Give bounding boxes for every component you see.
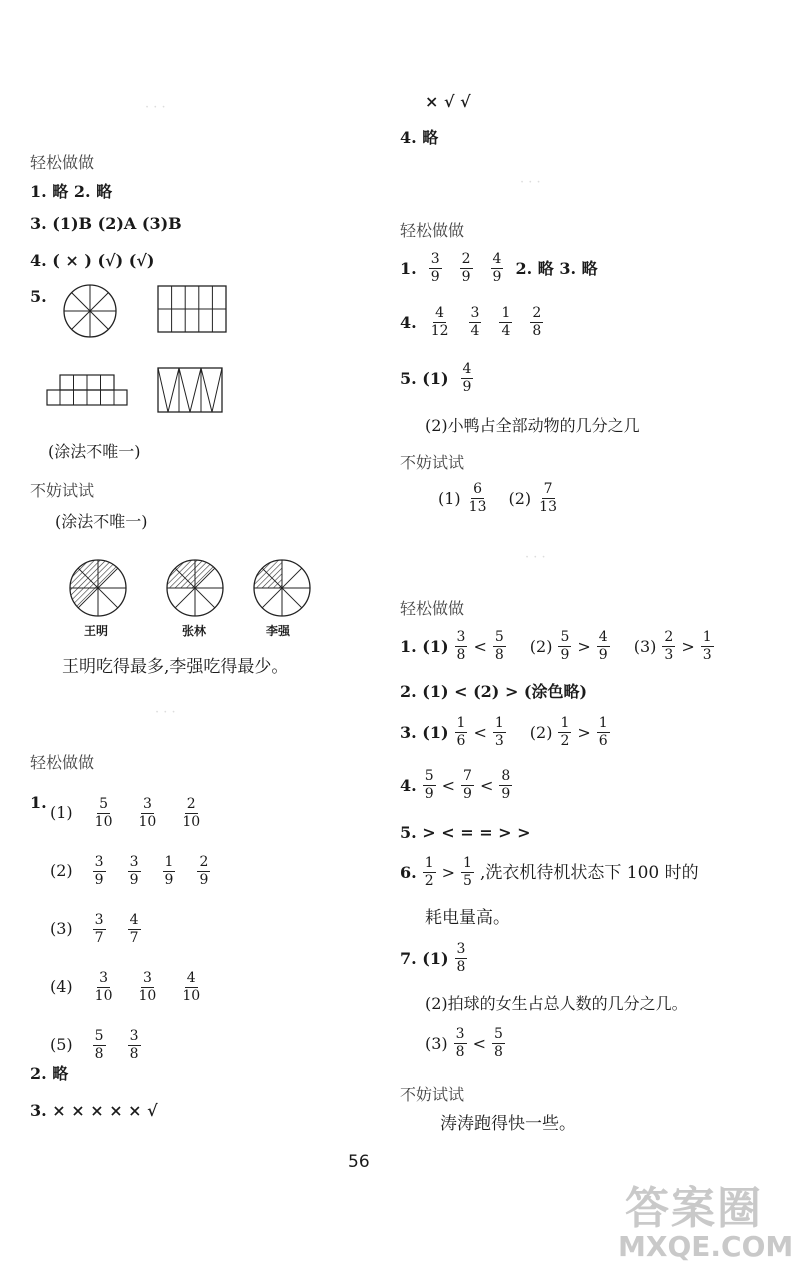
- answer-q2: 2. 略: [30, 1064, 69, 1083]
- grid-rectangle-figure: [158, 286, 228, 334]
- fraction: $\frac{5}{8}$: [94, 1027, 104, 1062]
- comparison-sign: <: [473, 722, 487, 742]
- comparison-sign: >: [681, 636, 695, 656]
- question-number: 4.: [400, 312, 417, 332]
- fraction: $\frac{3}{10}$: [94, 969, 113, 1004]
- fraction: $\frac{6}{13}$: [468, 481, 487, 515]
- fraction: $\frac{3}{8}$: [456, 941, 466, 975]
- name-label: 张林: [182, 624, 207, 638]
- watermark-logo: 答案圈: [625, 1183, 763, 1234]
- fraction: $\frac{7}{9}$: [463, 768, 472, 802]
- fraction: $\frac{5}{9}$: [560, 629, 570, 663]
- fraction-group: [427, 306, 546, 339]
- answer-q3: 3. (1)B (2)A (3)B: [30, 214, 182, 233]
- comparison-sign: >: [577, 636, 591, 656]
- fraction: $\frac{2}{9}$: [461, 251, 471, 285]
- comparison-sign: >: [441, 862, 456, 882]
- answer-row-q4: [400, 306, 545, 339]
- fraction: $\frac{1}{3}$: [494, 715, 504, 749]
- sub-label: (2): [508, 488, 532, 508]
- check-marks: × √ √: [425, 92, 471, 111]
- sub-label: (2): [50, 861, 73, 880]
- sub-label: (2): [529, 636, 553, 656]
- sub-label: (1): [50, 803, 73, 822]
- fraction: $\frac{3}{8}$: [456, 629, 466, 663]
- comparison-sign: <: [472, 1033, 486, 1053]
- fraction-answer-list: [50, 784, 212, 1074]
- fraction: $\frac{2}{3}$: [664, 629, 674, 663]
- fraction: $\frac{1}{9}$: [164, 853, 174, 888]
- fraction: $\frac{4}{9}$: [492, 251, 502, 285]
- note-not-unique-2: (涂法不唯一): [55, 512, 148, 531]
- page-number: 56: [348, 1152, 370, 1172]
- note-not-unique: (涂法不唯一): [48, 442, 141, 461]
- pie-li-qiang: [252, 558, 312, 618]
- section-title-try: 不妨试试: [30, 481, 95, 500]
- answer-text: ,洗衣机待机状态下 100 时的: [479, 862, 699, 883]
- pie-zhang-lin: [165, 558, 225, 618]
- comparison-sign: <: [479, 775, 494, 795]
- question-number: 5. (1): [400, 368, 449, 388]
- comparison-sign: >: [577, 722, 591, 742]
- fraction: $\frac{3}{8}$: [129, 1027, 139, 1062]
- answer-text: (2)拍球的女生占总人数的几分之几。: [425, 994, 688, 1013]
- faint-section-header: · · ·: [520, 175, 541, 190]
- fraction: $\frac{1}{3}$: [702, 629, 712, 663]
- section-title-easy-2: 轻松做做: [30, 753, 95, 772]
- compare-row-q4: [400, 769, 514, 802]
- answer-q3-marks: 3. × × × × × √: [30, 1101, 158, 1120]
- question-number: 1. (1): [400, 636, 449, 656]
- answer-row-q1: [400, 252, 598, 285]
- try-answer-row: [438, 482, 561, 515]
- step-blocks-figure: [47, 375, 129, 407]
- fraction: $\frac{4}{9}$: [598, 629, 608, 663]
- fraction: $\frac{8}{9}$: [501, 768, 511, 802]
- sub-label: (3): [633, 636, 657, 656]
- faint-section-header: · · ·: [525, 550, 546, 565]
- divided-circle-figure: [60, 281, 120, 341]
- name-label: 李强: [266, 624, 291, 638]
- answer-q1-q2: 1. 略 2. 略: [30, 182, 113, 201]
- answer-row-q7: [400, 942, 469, 975]
- question-number: 6.: [400, 862, 417, 882]
- fraction-group: [427, 252, 506, 285]
- compare-row-q1: [400, 630, 716, 663]
- answer-row-q7-3: [425, 1027, 507, 1060]
- question-number: 3. (1): [400, 722, 449, 742]
- fraction: $\frac{5}{9}$: [424, 768, 434, 802]
- answer-text: (2)小鸭占全部动物的几分之几: [425, 416, 640, 435]
- fraction: $\frac{1}{6}$: [598, 715, 608, 749]
- fraction: $\frac{2}{8}$: [532, 305, 542, 339]
- comparison-sign: <: [441, 775, 456, 795]
- fraction: $\frac{3}{10}$: [138, 969, 157, 1004]
- faint-section-header: · · ·: [145, 100, 166, 115]
- fraction: $\frac{5}{10}$: [94, 795, 113, 830]
- fraction: $\frac{2}{10}$: [182, 795, 201, 830]
- fraction: $\frac{1}{4}$: [501, 305, 511, 339]
- fraction: $\frac{4}{10}$: [182, 969, 201, 1004]
- fraction: $\frac{3}{9}$: [430, 251, 440, 285]
- sub-label: (2): [529, 722, 553, 742]
- sub-label: (3): [50, 919, 73, 938]
- fraction: $\frac{5}{8}$: [494, 1026, 503, 1060]
- question-number: 1.: [30, 793, 47, 812]
- section-title-try: 不妨试试: [400, 1085, 465, 1104]
- fraction: $\frac{4}{12}$: [430, 305, 449, 339]
- fraction: $\frac{4}{9}$: [462, 361, 472, 395]
- fraction-sub-answer: [50, 784, 212, 842]
- fraction: $\frac{5}{8}$: [494, 629, 504, 663]
- fraction: $\frac{3}{8}$: [455, 1026, 465, 1060]
- question-number: 1.: [400, 258, 417, 278]
- watermark-url: MXQE.COM: [618, 1230, 794, 1263]
- answer-row-q5: [400, 362, 475, 395]
- sub-label: (5): [50, 1035, 73, 1054]
- fraction: $\frac{4}{7}$: [129, 911, 139, 946]
- compare-row-q3: [400, 716, 612, 749]
- answer-q5-number: 5.: [30, 287, 47, 306]
- fraction-sub-answer: [50, 900, 212, 958]
- answer-text: 2. 略 3. 略: [515, 258, 598, 278]
- triangle-rectangle-figure: [158, 368, 224, 414]
- section-title-easy-2: 轻松做做: [400, 599, 465, 618]
- section-title-easy: 轻松做做: [400, 221, 465, 240]
- answer-row-q6: [400, 856, 699, 889]
- question-number: 4.: [400, 775, 417, 795]
- section-title-easy: 轻松做做: [30, 153, 95, 172]
- answer-q4: 4. 略: [400, 128, 439, 147]
- comparison-sign: <: [473, 636, 487, 656]
- sub-label: (1): [438, 488, 461, 508]
- conclusion-text: 王明吃得最多,李强吃得最少。: [62, 657, 289, 677]
- question-number: 7. (1): [400, 948, 449, 968]
- fraction-sub-answer: [50, 958, 212, 1016]
- fraction: $\frac{3}{4}$: [470, 305, 480, 339]
- fraction: $\frac{1}{2}$: [560, 715, 570, 749]
- answer-text: 涛涛跑得快一些。: [440, 1114, 576, 1134]
- answer-text: 耗电量高。: [425, 908, 510, 928]
- fraction-sub-answer: [50, 842, 212, 900]
- name-label: 王明: [84, 624, 109, 638]
- fraction: $\frac{3}{9}$: [129, 853, 139, 888]
- fraction: $\frac{3}{10}$: [138, 795, 157, 830]
- faint-section-header: · · ·: [155, 705, 176, 720]
- fraction: $\frac{3}{9}$: [94, 853, 104, 888]
- fraction: $\frac{1}{2}$: [424, 855, 434, 889]
- fraction: $\frac{1}{6}$: [456, 715, 466, 749]
- fraction: $\frac{3}{7}$: [94, 911, 104, 946]
- sub-label: (4): [50, 977, 73, 996]
- sub-label: (3): [425, 1033, 448, 1053]
- answer-q4: 4. ( × ) (√) (√): [30, 251, 155, 270]
- answer-q2: 2. (1) < (2) > (涂色略): [400, 682, 588, 701]
- answer-q5-signs: 5. > < = = > >: [400, 823, 531, 842]
- fraction: $\frac{2}{9}$: [199, 853, 209, 888]
- fraction: $\frac{7}{13}$: [539, 481, 557, 515]
- section-title-try: 不妨试试: [400, 453, 465, 472]
- pie-wang-ming: [68, 558, 128, 618]
- fraction: $\frac{1}{5}$: [463, 855, 472, 889]
- fraction-sub-answer: [50, 1016, 212, 1074]
